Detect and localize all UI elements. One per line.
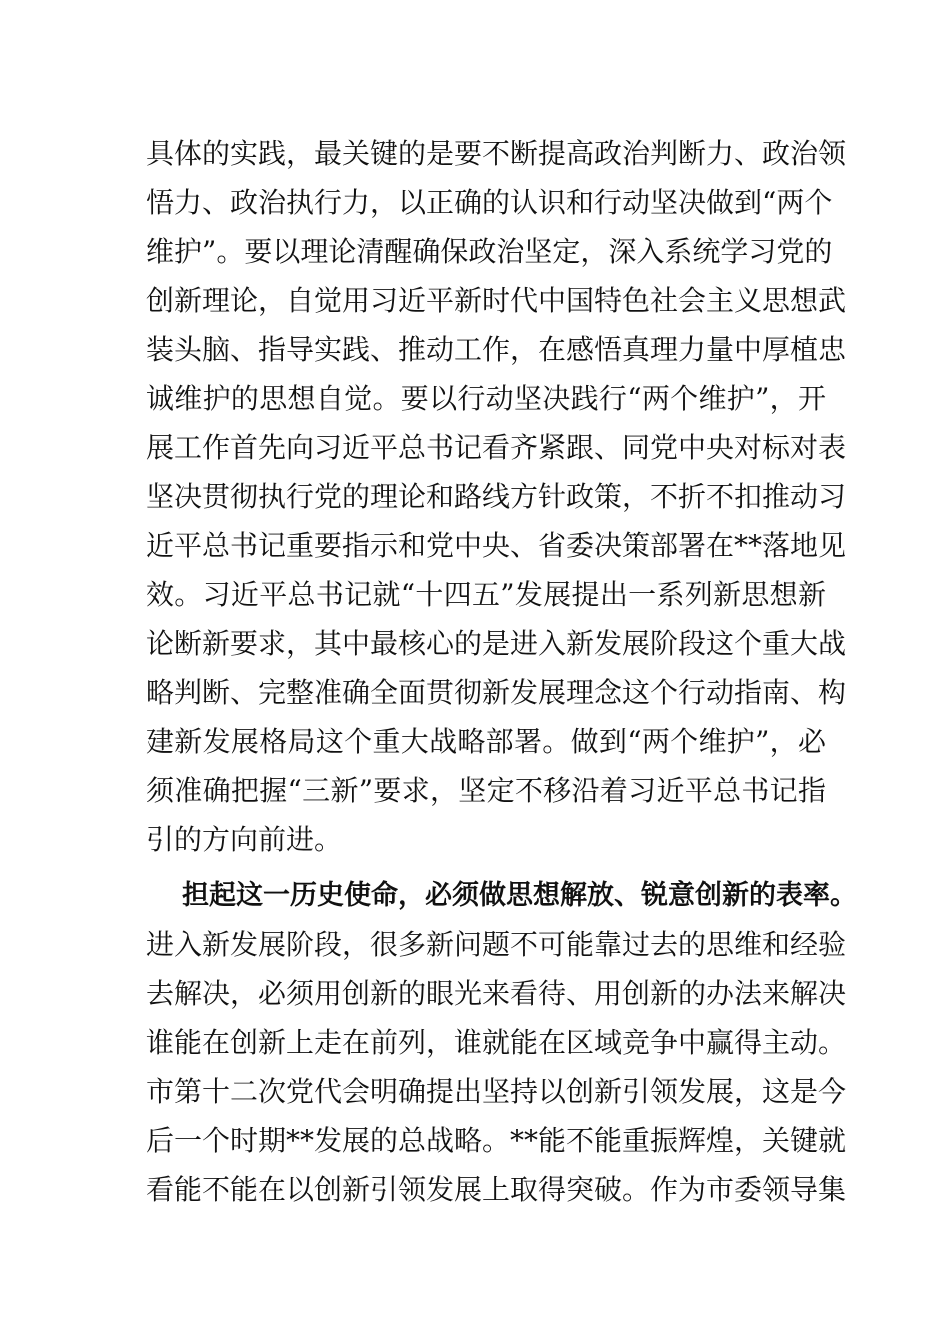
body-text-line: 去解决，必须用创新的眼光来看待、用创新的办法来解决 [146,977,847,1010]
body-text-line: 装头脑、指导实践、推动工作，在感悟真理力量中厚植忠 [146,333,847,366]
body-text-line: 建新发展格局这个重大战略部署。做到“两个维护”，必 [146,725,826,758]
body-text-line: 看能不能在以创新引领发展上取得突破。作为市委领导集 [146,1173,847,1206]
body-text-line: 创新理论，自觉用习近平新时代中国特色社会主义思想武 [146,284,847,317]
body-text-line: 谁能在创新上走在前列，谁就能在区域竞争中赢得主动。 [146,1026,847,1059]
body-text-line: 近平总书记重要指示和党中央、省委决策部署在**落地见 [146,529,847,562]
body-text-line: 引的方向前进。 [146,823,343,856]
body-text-line: 进入新发展阶段，很多新问题不可能靠过去的思维和经验 [146,928,847,961]
body-text-line: 效。习近平总书记就“十四五”发展提出一系列新思想新 [146,578,826,611]
body-text-line: 具体的实践，最关键的是要不断提高政治判断力、政治领 [146,137,847,170]
body-text-line: 维护”。要以理论清醒确保政治坚定，深入系统学习党的 [146,235,833,268]
body-text-line: 展工作首先向习近平总书记看齐紧跟、同党中央对标对表 [146,431,847,464]
body-text-line: 略判断、完整准确全面贯彻新发展理念这个行动指南、构 [146,676,847,709]
body-text-line: 市第十二次党代会明确提出坚持以创新引领发展，这是今 [146,1075,847,1108]
section-heading: 担起这一历史使命，必须做思想解放、锐意创新的表率。 [182,880,857,911]
body-text-line: 悟力、政治执行力，以正确的认识和行动坚决做到“两个 [146,186,833,219]
body-text-line: 论断新要求，其中最核心的是进入新发展阶段这个重大战 [146,627,847,660]
body-text-line: 须准确把握“三新”要求，坚定不移沿着习近平总书记指 [146,774,826,807]
body-text-line: 后一个时期**发展的总战略。**能不能重振辉煌，关键就 [146,1124,847,1157]
body-text-line: 诚维护的思想自觉。要以行动坚决践行“两个维护”，开 [146,382,826,415]
body-text-line: 坚决贯彻执行党的理论和路线方针政策，不折不扣推动习 [146,480,847,513]
